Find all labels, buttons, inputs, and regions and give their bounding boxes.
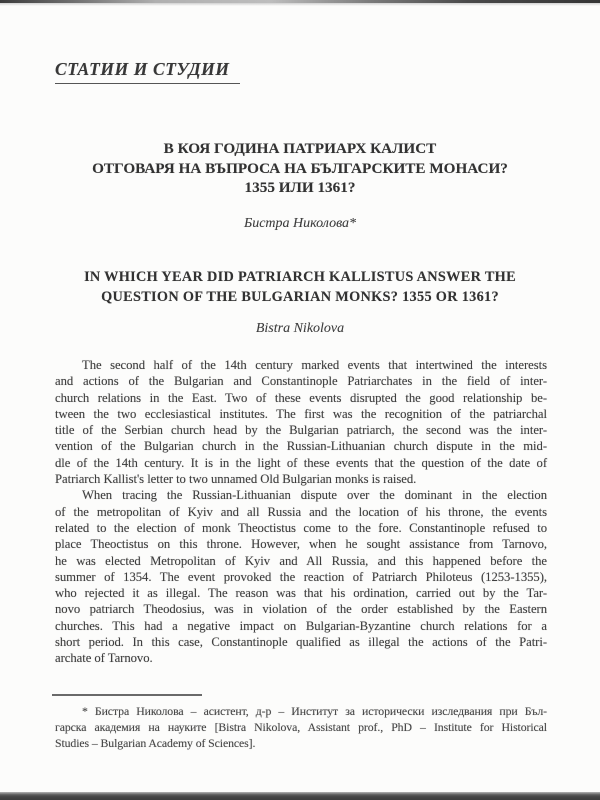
text-line: short period. In this case, Constantinople qualified as illegal the actions of the Patri- xyxy=(55,635,547,650)
text-line: Studies – Bulgarian Academy of Sciences]. xyxy=(55,736,256,751)
text-line: who rejected it as illegal. The reason was that his ordination, carried out by the Tar- xyxy=(55,586,547,601)
scan-edge-top-fade xyxy=(0,3,600,6)
text-line: related to the election of monk Theoctistus come to the fore. Constantinople refused to xyxy=(55,520,547,535)
text-line: QUESTION OF THE BULGARIAN MONKS? 1355 OR 1361? xyxy=(101,289,499,305)
text-line: church relations in the East. Two of these events disrupted the good relationship be- xyxy=(55,390,547,405)
text-line: of the metropolitan of Kyiv and all Russia and the location of his throne, the events xyxy=(55,504,547,519)
text-line: vention of the Bulgarian church in the Russian-Lithuanian church dispute in the mid- xyxy=(55,439,547,454)
paragraph-2 xyxy=(55,487,547,666)
author-name-bulgarian: Бистра Николова* xyxy=(243,216,357,231)
text-line: tween the two ecclesiastical institutes. The first was the recognition of the patriarchal xyxy=(55,406,547,421)
text-line: he was elected Metropolitan of Kyiv and All Russia, and this happened before the xyxy=(55,553,547,568)
text-line: archate of Tarnovo. xyxy=(55,651,153,666)
text-line: The second half of the 14th century marked events that intertwined the interests xyxy=(82,358,547,372)
text-line: summer of 1354. The event provoked the reaction of Patriarch Philoteus (1253-1355), xyxy=(55,569,547,584)
text-line: novo patriarch Theodosius, was in violation of the order established by the Eastern xyxy=(55,602,547,617)
text-line: ОТГОВАРЯ НА ВЪПРОСА НА БЪЛГАРСКИТЕ МОНАСИ? xyxy=(92,159,508,177)
text-line: В КОЯ ГОДИНА ПАТРИАРХ КАЛИСТ xyxy=(163,140,437,157)
text-line: Patriarch Kallist's letter to two unnamed Old Bulgarian monks is raised. xyxy=(55,472,417,487)
text-line: гарска академия на науките [Bistra Nikolova, Assistant prof., PhD – Institute for Historical xyxy=(55,720,547,735)
text-line: place Theoctistus on this throne. However, when he sought assistance from Tarnovo, xyxy=(55,537,547,552)
text-line: churches. This had a negative impact on Bulgarian-Byzantine church relations for a xyxy=(55,618,547,633)
text-line: and actions of the Bulgarian and Constantinople Patriarchates in the field of inter- xyxy=(55,374,547,389)
article-title-bulgarian xyxy=(50,139,550,198)
article-title-english xyxy=(45,267,555,307)
text-line: When tracing the Russian-Lithuanian dispute over the dominant in the election xyxy=(82,488,547,503)
scan-edge-bottom xyxy=(0,792,600,800)
author-name-english: Bistra Nikolova xyxy=(255,321,345,336)
text-line: title of the Serbian church head by the Bulgarian patriarch, the second was the inter- xyxy=(55,423,547,438)
text-line: dle of the 14th century. It is in the light of these events that the question of the date of xyxy=(55,455,547,470)
text-line: 1355 ИЛИ 1361? xyxy=(244,179,356,196)
paragraph-1 xyxy=(55,357,547,487)
text-line: * Бистра Николова – асистент, д-р – Институт за исторически изследвания при Бъл- xyxy=(82,704,547,718)
section-heading: СТАТИИ И СТУДИИ xyxy=(55,59,240,84)
footnote xyxy=(55,703,547,752)
article-body xyxy=(55,357,547,667)
footnote-separator xyxy=(52,694,202,696)
text-line: IN WHICH YEAR DID PATRIARCH KALLISTUS ANSWER THE xyxy=(84,269,516,285)
